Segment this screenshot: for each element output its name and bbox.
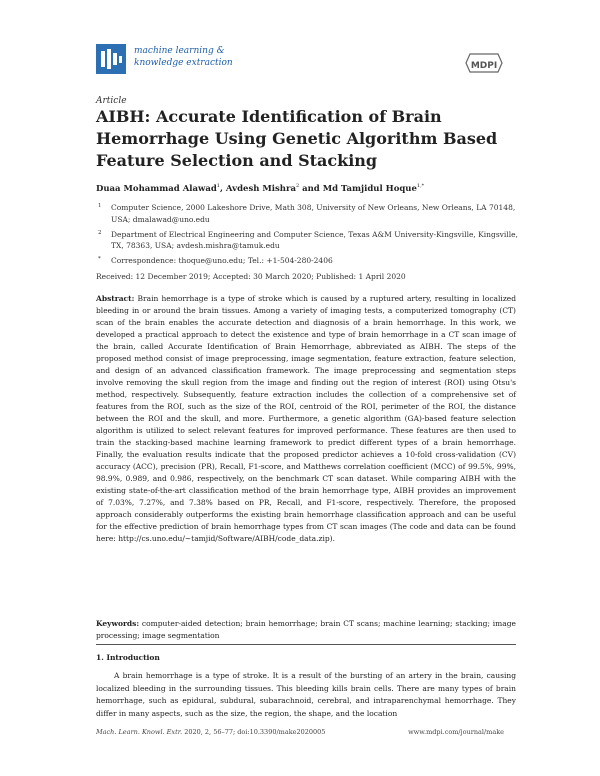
footer-journal-abbrev: Mach. Learn. Knowl. Extr.: [96, 728, 183, 736]
affiliation-text: Correspondence: thoque@uno.edu; Tel.: +1-504-280-2406: [111, 256, 333, 265]
received-dates: Received: 12 December 2019; Accepted: 30 March 2020; Published: 1 April 2020: [96, 272, 406, 281]
abstract: [96, 293, 516, 545]
footer-url[interactable]: www.mdpi.com/journal/make: [408, 728, 504, 736]
abstract-label: Abstract:: [96, 294, 135, 303]
author-affiliation-mark: 2: [295, 183, 300, 189]
author-name: Md Tamjidul Hoque: [322, 183, 417, 194]
footer-citation-text: 2020, 2, 56–77; doi:10.3390/make2020005: [184, 728, 326, 736]
abstract-text: Brain hemorrhage is a type of stroke which is caused by a ruptured artery, resulting in localized bleeding in or around the brain tissues. Among a variety of imaging tests, a computerized tomography (CT) scan of the brain enables the accurate detection and diagnosis of a brain hemorrhage. In this work, we developed a practical approach to detect the existence and type of brain hemorrhage in a CT scan image of the brain, called Accurate Identification of Brain Hemorrhage, abbreviated as AIBH. The steps of the proposed method consist of image preprocessing, image segmentation, feature extraction, feature selection, and design of an advanced classification framework. The image preprocessing and segmentation steps involve removing the skull region from the image and finding out the region of interest (ROI) using Otsu's method, respectively. Subsequently, feature extraction includes the collection of a comprehensive set of features from the ROI, such as the size of the ROI, centroid of the ROI, perimeter of the ROI, the distance between the ROI and the skull, and more. Furthermore, a genetic algorithm (GA)-based feature selection algorithm is utilized to select relevant features for improved performance. These features are then used to train the stacking-based machine learning framework to predict different types of a brain hemorrhage. Finally, the evaluation results indicate that the proposed predictor achieves a 10-fold cross-validation (CV) accuracy (ACC), precision (PR), Recall, F1-score, and Matthews correlation coefficient (MCC) of 99.5%, 99%, 98.9%, 0.989, and 0.986, respectively, on the benchmark CT scan dataset. While comparing AIBH with the existing state-of-the-art classification method of the brain hemorrhage type, AIBH provides an improvement of 7.03%, 7.27%, and 7.38% based on PR, Recall, and F1-score, respectively. Therefore, the proposed approach considerably outperforms the existing brain hemorrhage classification approach and can be useful for the effective prediction of brain hemorrhage types from CT scan images (The code and data can be found here: http://cs.uno.edu/~tamjid/Software/AIBH/code_data.zip).: [96, 294, 517, 543]
affiliation-item: [96, 202, 526, 225]
section-heading: 1. Introduction: [96, 653, 160, 662]
author-separator: ,: [219, 183, 226, 194]
section-divider: [96, 644, 516, 645]
affiliation-item: [96, 255, 526, 267]
affiliation-text: Department of Electrical Engineering and Computer Science, Texas A&M University-Kingsville, Kingsville, TX, 78363, USA; avdesh.mishra@tamuk.edu: [111, 229, 518, 250]
journal-name-line1: machine learning &: [134, 46, 225, 56]
keywords-text: computer-aided detection; brain hemorrhage; brain CT scans; machine learning; stacking; image processing; image segmentation: [96, 619, 516, 640]
keywords: [96, 618, 516, 642]
paper-title: AIBH: Accurate Identification of Brain Hemorrhage Using Genetic Algorithm Based Feature Selection and Stacking: [96, 107, 498, 170]
journal-logo-icon: [96, 44, 126, 74]
footer-citation: [96, 728, 325, 736]
author-separator: and: [299, 183, 323, 194]
keywords-label: Keywords:: [96, 619, 140, 628]
affiliations: [96, 202, 526, 270]
affiliation-text: Computer Science, 2000 Lakeshore Drive, Math 308, University of New Orleans, New Orleans, LA 70148, USA; dmalawad@uno.edu: [111, 203, 516, 224]
publisher-logo: [464, 50, 504, 76]
journal-name-line2: knowledge extraction: [134, 58, 233, 68]
author-list: [96, 183, 424, 194]
journal-name: [134, 45, 233, 69]
affiliation-mark: 2: [98, 229, 102, 236]
publisher-name: MDPI: [470, 61, 498, 71]
introduction-paragraph: A brain hemorrhage is a type of stroke. It is a result of the bursting of an artery in the brain, causing localized bleeding in the surrounding tissues. This bleeding kills brain cells. There are many types of brain hemorrhage, such as epidural, subdural, subarachnoid, cerebral, and intraparenchymal hemorrhage. They differ in many aspects, such as the size, the region, the shape, and the location: [96, 671, 516, 718]
affiliation-mark: 1: [98, 203, 102, 209]
author-affiliation-mark: 1: [216, 183, 220, 189]
article-type: Article: [96, 96, 127, 106]
author-name: Duaa Mohammad Alawad: [96, 183, 217, 194]
author-name: Avdesh Mishra: [225, 183, 296, 194]
author-affiliation-mark: 1,*: [416, 183, 425, 189]
affiliation-item: [96, 229, 526, 252]
affiliation-mark: *: [98, 256, 101, 262]
